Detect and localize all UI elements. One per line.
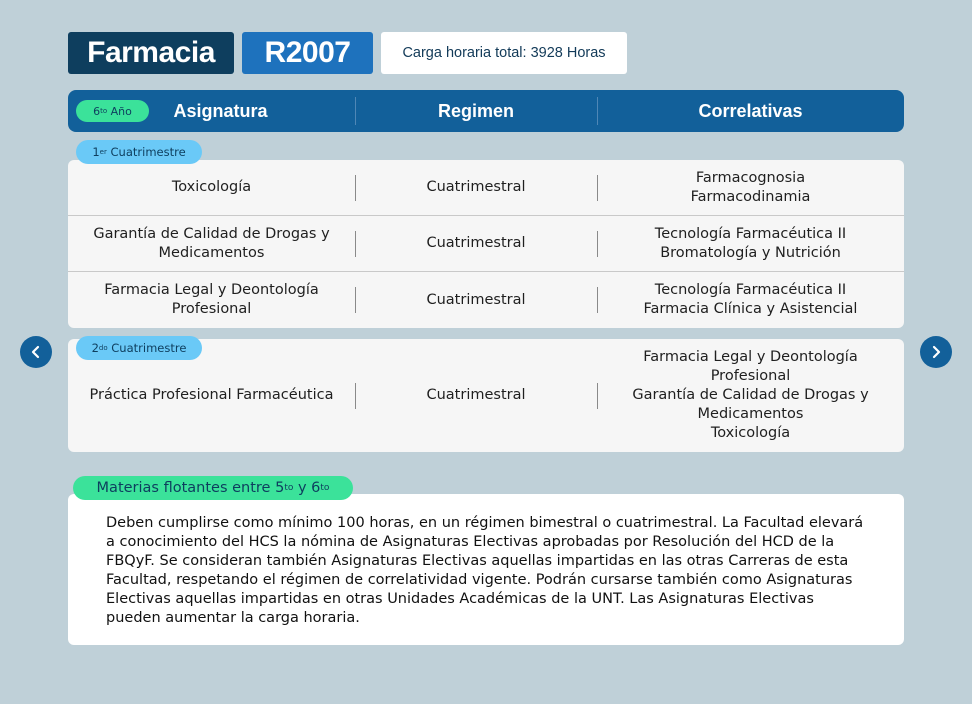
table-header xyxy=(68,90,904,132)
column-header-regime: Regimen xyxy=(437,100,515,121)
regime-cell: Cuatrimestral xyxy=(426,235,526,251)
column-header-correlatives: Correlativas xyxy=(698,100,803,121)
regime-cell: Cuatrimestral xyxy=(426,179,526,195)
chevron-left-icon xyxy=(29,345,43,359)
correlatives-cell: Farmacognosia Farmacodinamia xyxy=(690,169,811,205)
regime-cell: Cuatrimestral xyxy=(426,291,526,308)
chevron-right-icon xyxy=(929,345,943,359)
total-hours-badge: Carga horaria total: 3928 Horas xyxy=(381,32,627,74)
plan-code: R2007 xyxy=(242,32,373,74)
regime-cell: Cuatrimestral xyxy=(426,387,526,403)
floating-subjects-panel xyxy=(68,494,904,645)
table-row xyxy=(68,160,904,216)
term-badge-1: 1 er Cuatrimestre xyxy=(76,140,202,164)
subject-cell: Garantía de Calidad de Drogas y Medicamentos xyxy=(93,225,330,261)
floating-subjects-badge: Materias flotantes entre 5 to y 6 to xyxy=(73,476,353,500)
subject-cell: Farmacia Legal y Deontología Profesional xyxy=(104,282,319,317)
career-title: Farmacia xyxy=(68,32,234,74)
column-header-subject: Asignatura xyxy=(173,100,268,121)
correlatives-cell: Farmacia Legal y Deontología Profesional Garantía de Calidad de Drogas y Medicamentos Toxicología xyxy=(632,349,869,441)
subject-cell: Práctica Profesional Farmacéutica xyxy=(89,387,334,403)
table-row xyxy=(68,272,904,328)
table-row xyxy=(68,216,904,272)
subject-cell: Toxicología xyxy=(171,179,252,195)
correlatives-cell: Tecnología Farmacéutica II Farmacia Clínica y Asistencial xyxy=(643,282,858,317)
floating-subjects-text: Deben cumplirse como mínimo 100 horas, en un régimen bimestral o cuatrimestral. La Facultad elevará a conocimiento del HCS la nómina de Asignaturas Electivas aprobadas por Resolución del HCD de la FBQyF. Se consideran también Asignaturas Electivas aquellas impartidas en las otras Carreras de esta Facultad, respetando el régimen de correlatividad vigente. Podrán cursarse también como Asignaturas Electivas aquellas impartidas en otras Unidades Académicas de la UNT. Las Asignaturas Electivas pueden aumentar la carga horaria. xyxy=(106,515,864,626)
correlatives-cell: Tecnología Farmacéutica II Bromatología y Nutrición xyxy=(654,225,847,261)
term-1-block xyxy=(68,160,904,328)
term-badge-2: 2 do Cuatrimestre xyxy=(76,336,202,360)
year-badge: 6 to Año xyxy=(76,100,149,122)
next-button[interactable] xyxy=(920,336,952,368)
previous-button[interactable] xyxy=(20,336,52,368)
